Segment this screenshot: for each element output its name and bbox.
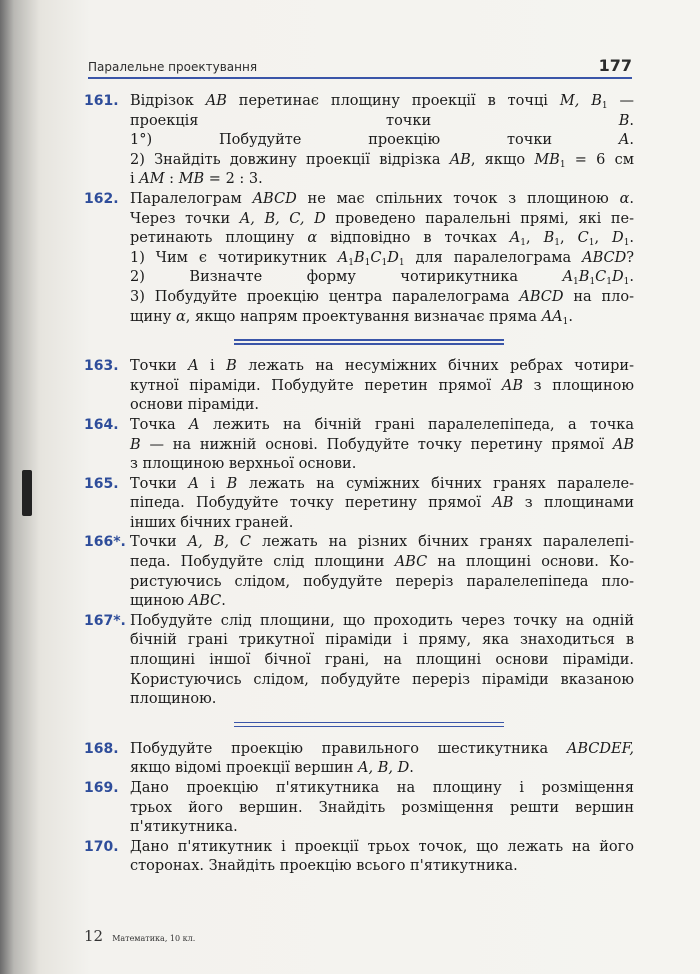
running-header <box>88 56 632 78</box>
problem-number: 167*. <box>84 612 126 629</box>
page-number: 177 <box>598 56 632 75</box>
section-separator <box>84 710 634 740</box>
problem <box>84 740 634 779</box>
problem-text-line: щину α, якщо напрям проектування визначає пряма $AA_1$. <box>130 308 573 327</box>
problem-number: 168. <box>84 740 119 757</box>
problem-text-line: 2) Знайдіть довжину проекції відрізка AB, якщо $MB_1 = 6$ см <box>130 151 635 170</box>
problem-text-line: якщо відомі проекції вершин A, B, D. <box>130 760 414 777</box>
problem-number: 170. <box>84 838 119 855</box>
binding-mark <box>22 470 32 516</box>
problem-text-line: піпеда. Побудуйте точку перетину прямої AB з площинами <box>130 495 634 512</box>
signature-number: 12 <box>84 927 104 945</box>
problem-number: 165. <box>84 475 119 492</box>
problem <box>84 190 634 327</box>
problem <box>84 357 634 416</box>
problem-text-line: і AM : MB = 2 : 3. <box>130 171 263 188</box>
header-rule <box>88 77 632 79</box>
problem-text-line: 1) Чим є чотирикутник $A_1B_1C_1D_1$ для паралелограма ABCD? <box>130 249 634 268</box>
problem-text-line: Точка A лежить на бічній грані паралелепіпеда, а точка <box>130 416 634 433</box>
problem-text-line: проекція точки B. <box>130 112 634 129</box>
problem-text-line: Паралелограм ABCD не має спільних точок з площиною α. <box>130 190 634 207</box>
problem-number: 161. <box>84 93 119 109</box>
problem-text-line: п'ятикутника. <box>130 819 238 836</box>
problem <box>84 416 634 475</box>
problem-text-line: 1°) Побудуйте проекцію точки A. <box>130 132 634 149</box>
problem-text-line: ретинають площину α відповідно в точках $A_1$, $B_1$, $C_1$, $D_1$. <box>130 230 635 249</box>
problem-text-line: трьох його вершин. Знайдіть розміщення решти вершин <box>130 799 634 816</box>
problem-text-line: ристуючись слідом, побудуйте переріз паралелепіпеда пло- <box>130 573 634 590</box>
problem-text-line: з площиною верхньої основи. <box>130 456 357 473</box>
problem <box>84 612 634 710</box>
problem <box>84 92 634 190</box>
problem-text-line: площині іншої бічної грані, на площині основи піраміди. <box>130 652 634 669</box>
problem <box>84 533 634 611</box>
problem-text-line: 2) Визначте форму чотирикутника $A_1B_1C_1D_1$. <box>130 269 634 288</box>
problem-text-line: педа. Побудуйте слід площини ABC на площині основи. Ко- <box>130 554 634 571</box>
problem-text-line: Точки A і B лежать на суміжних бічних гранях паралеле- <box>130 475 635 492</box>
signature-text: Математика, 10 кл. <box>112 934 196 943</box>
problem-number: 162. <box>84 190 119 207</box>
problem-number: 169. <box>84 780 119 796</box>
problem-text-line: інших бічних граней. <box>130 514 294 531</box>
problem <box>84 838 634 877</box>
problem-text-line: бічній грані трикутної піраміди і пряму, яка знаходиться в <box>130 632 634 649</box>
problem-text-line: Відрізок AB перетинає площину проекції в точці M, $B_1$ — <box>130 93 634 111</box>
problem-text-line: кутної піраміди. Побудуйте перетин прямої AB з площиною <box>130 377 634 394</box>
problem-text-line: B — на нижній основі. Побудуйте точку перетину прямої AB <box>130 436 634 453</box>
problem-text-line: Користуючись слідом, побудуйте переріз піраміди вказаною <box>130 671 634 688</box>
problem-text-line: Дано п'ятикутник і проекції трьох точок, що лежать на його <box>130 838 634 855</box>
problem-number: 166*. <box>84 534 126 551</box>
problem-list <box>84 92 634 877</box>
problem <box>84 779 634 838</box>
problem-text-line: 3) Побудуйте проекцію центра паралелограма ABCD на пло- <box>130 288 634 305</box>
problem-text-line: щиною ABC. <box>130 593 226 610</box>
problem-text-line: основи піраміди. <box>130 397 260 414</box>
problem-text-line: площиною. <box>130 691 217 708</box>
problem-text-line: Через точки A, B, C, D проведено паралельні прямі, які пе- <box>130 210 634 227</box>
problem-number: 163. <box>84 358 119 375</box>
section-separator <box>84 327 634 357</box>
footer <box>84 926 195 945</box>
problem-number: 164. <box>84 416 119 433</box>
problem-text-line: Точки A і B лежать на несуміжних бічних ребрах чотири- <box>130 358 634 375</box>
section-title: Паралельне проектування <box>88 60 258 74</box>
problem <box>84 475 634 534</box>
problem-text-line: Побудуйте проекцію правильного шестикутника ABCDEF, <box>130 740 634 757</box>
problem-text-line: Точки A, B, C лежать на різних бічних гранях паралелепі- <box>130 534 634 551</box>
problem-text-line: Дано проекцію п'ятикутника на площину і розміщення <box>130 780 634 796</box>
problem-text-line: Побудуйте слід площини, що проходить через точку на одній <box>130 612 634 629</box>
problem-text-line: сторонах. Знайдіть проекцію всього п'ятикутника. <box>130 858 518 875</box>
